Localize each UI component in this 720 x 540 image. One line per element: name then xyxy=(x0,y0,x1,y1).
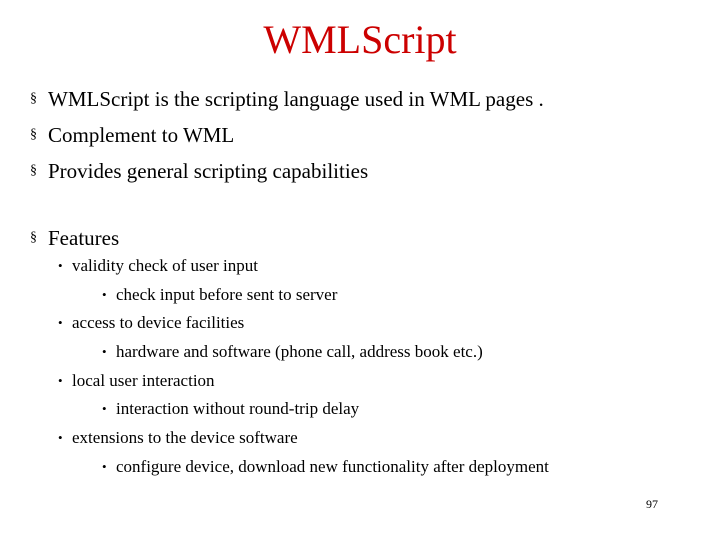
feature-item xyxy=(56,370,700,392)
bullet-dot-icon: • xyxy=(102,344,107,360)
feature-item xyxy=(56,312,700,334)
feature-detail-text: configure device, download new functionality after deployment xyxy=(116,456,549,476)
bullet-text: Provides general scripting capabilities xyxy=(48,159,369,183)
features-heading xyxy=(30,225,700,251)
section-bullet-icon: § xyxy=(30,127,37,142)
feature-text: access to device facilities xyxy=(72,313,245,333)
feature-text: local user interaction xyxy=(72,370,215,390)
feature-detail xyxy=(100,284,700,306)
feature-detail-text: hardware and software (phone call, address book etc.) xyxy=(116,342,483,362)
feature-item xyxy=(56,427,700,449)
bullet-text: WMLScript is the scripting language used in WML pages . xyxy=(48,87,544,111)
bullet-item xyxy=(30,158,700,184)
bullet-item xyxy=(30,86,700,112)
main-bullet-list xyxy=(30,86,700,194)
section-bullet-icon: § xyxy=(30,163,37,178)
bullet-dot-icon: • xyxy=(58,372,63,388)
feature-detail xyxy=(100,341,700,363)
features-list xyxy=(56,255,700,478)
features-section xyxy=(30,225,700,485)
bullet-dot-icon: • xyxy=(102,401,107,417)
feature-detail-text: check input before sent to server xyxy=(116,284,338,304)
bullet-item xyxy=(30,122,700,148)
bullet-dot-icon: • xyxy=(102,458,107,474)
page-number: 97 xyxy=(646,497,658,511)
bullet-dot-icon: • xyxy=(58,430,63,446)
bullet-dot-icon: • xyxy=(58,315,63,331)
bullet-dot-icon: • xyxy=(58,258,63,273)
feature-detail xyxy=(100,398,700,420)
feature-text: validity check of user input xyxy=(72,256,259,275)
slide-title: WMLScript xyxy=(263,17,457,62)
feature-text: extensions to the device software xyxy=(72,428,298,448)
bullet-text: Complement to WML xyxy=(48,123,235,147)
bullet-dot-icon: • xyxy=(102,286,107,302)
feature-detail xyxy=(100,456,700,478)
section-bullet-icon: § xyxy=(30,91,37,106)
features-label: Features xyxy=(48,226,120,250)
feature-item xyxy=(56,255,700,277)
feature-detail-text: interaction without round-trip delay xyxy=(116,399,360,419)
section-bullet-icon: § xyxy=(30,230,37,245)
